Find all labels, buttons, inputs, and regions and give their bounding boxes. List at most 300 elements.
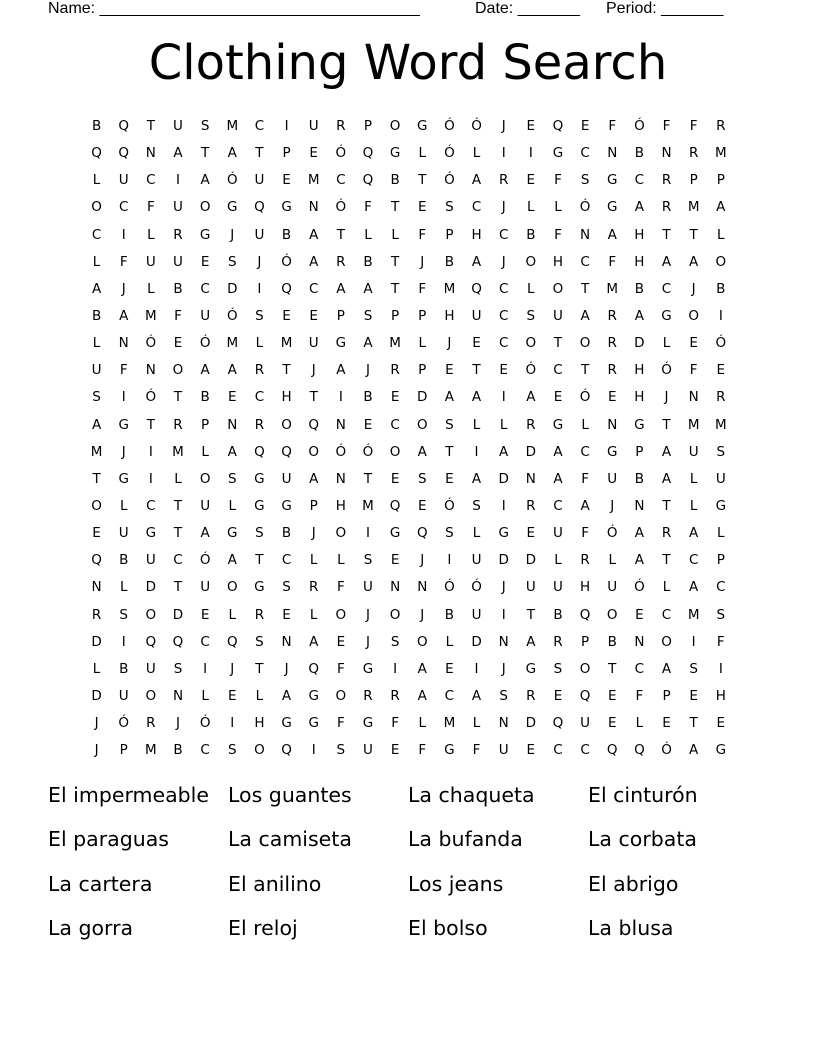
grid-letter: S bbox=[255, 525, 264, 542]
grid-letter: Q bbox=[362, 172, 374, 189]
grid-letter: H bbox=[634, 226, 645, 243]
word-list-item: El reloj bbox=[228, 915, 298, 940]
grid-letter: C bbox=[716, 579, 726, 596]
grid-letter: T bbox=[92, 470, 101, 487]
grid-letter: B bbox=[173, 742, 183, 759]
grid-letter: Q bbox=[634, 742, 645, 759]
grid-letter: M bbox=[145, 742, 157, 759]
grid-letter: E bbox=[607, 687, 617, 704]
grid-letter: J bbox=[311, 525, 316, 542]
grid-letter: Q bbox=[389, 497, 401, 514]
grid-letter: N bbox=[118, 335, 129, 352]
grid-letter: R bbox=[336, 253, 346, 270]
grid-letter: J bbox=[176, 715, 180, 732]
grid-letter: O bbox=[661, 633, 672, 650]
grid-letter: L bbox=[309, 552, 318, 569]
grid-letter: H bbox=[335, 497, 346, 514]
grid-letter: E bbox=[92, 525, 101, 542]
grid-letter: F bbox=[119, 253, 128, 270]
grid-letter: A bbox=[336, 280, 346, 297]
grid-row bbox=[83, 737, 734, 764]
grid-letter: O bbox=[579, 335, 591, 352]
grid-letter: L bbox=[364, 226, 372, 243]
grid-letter: I bbox=[501, 606, 506, 623]
grid-letter: T bbox=[173, 389, 183, 406]
grid-letter: H bbox=[634, 362, 645, 379]
grid-letter: T bbox=[390, 199, 400, 216]
grid-letter: C bbox=[444, 687, 455, 704]
grid-letter: O bbox=[416, 633, 428, 650]
grid-letter: L bbox=[689, 470, 698, 487]
grid-letter: J bbox=[121, 443, 126, 460]
grid-letter: G bbox=[661, 307, 672, 324]
grid-row bbox=[83, 629, 734, 656]
grid-letter: D bbox=[634, 335, 645, 352]
grid-letter: D bbox=[172, 606, 184, 623]
grid-letter: M bbox=[307, 172, 320, 189]
grid-letter: Ó bbox=[335, 443, 347, 460]
grid-letter: J bbox=[365, 606, 370, 623]
grid-letter: J bbox=[501, 579, 506, 596]
grid-letter: P bbox=[581, 633, 590, 650]
grid-letter: C bbox=[254, 389, 265, 406]
grid-letter: T bbox=[418, 172, 427, 189]
grid-letter: A bbox=[471, 172, 482, 189]
grid-letter: L bbox=[581, 416, 589, 433]
grid-letter: R bbox=[688, 145, 699, 162]
grid-letter: P bbox=[391, 307, 400, 324]
grid-letter: U bbox=[173, 118, 183, 134]
grid-letter: I bbox=[284, 118, 289, 134]
grid-letter: Q bbox=[579, 606, 591, 623]
grid-letter: G bbox=[634, 416, 645, 433]
grid-letter: S bbox=[445, 199, 454, 216]
grid-letter: R bbox=[607, 362, 617, 379]
grid-letter: S bbox=[92, 389, 101, 406]
grid-letter: R bbox=[254, 606, 265, 623]
grid-letter: C bbox=[580, 742, 590, 759]
grid-letter: J bbox=[257, 253, 262, 270]
grid-letter: T bbox=[580, 280, 590, 297]
grid-letter: L bbox=[255, 335, 264, 352]
grid-letter: R bbox=[173, 416, 183, 433]
grid-letter: A bbox=[200, 362, 210, 379]
grid-letter: G bbox=[118, 470, 129, 487]
grid-letter: M bbox=[145, 307, 157, 324]
grid-letter: Q bbox=[172, 633, 184, 650]
grid-letter: N bbox=[91, 579, 102, 596]
grid-letter: I bbox=[121, 633, 126, 650]
grid-letter: U bbox=[498, 742, 509, 759]
grid-letter: R bbox=[91, 606, 102, 623]
grid-letter: J bbox=[230, 226, 235, 243]
grid-letter: O bbox=[335, 525, 347, 542]
grid-letter: S bbox=[227, 253, 237, 270]
grid-letter: J bbox=[501, 118, 506, 134]
grid-letter: C bbox=[688, 552, 699, 569]
grid-letter: Ó bbox=[145, 335, 157, 352]
grid-letter: C bbox=[661, 606, 672, 623]
grid-letter: F bbox=[554, 226, 562, 243]
grid-letter: U bbox=[145, 552, 156, 569]
grid-letter: O bbox=[254, 742, 265, 759]
grid-letter: T bbox=[580, 362, 590, 379]
grid-letter: G bbox=[227, 199, 238, 216]
grid-letter: H bbox=[634, 389, 645, 406]
grid-letter: U bbox=[363, 579, 373, 596]
grid-letter: L bbox=[201, 443, 209, 460]
grid-letter: A bbox=[471, 687, 482, 704]
grid-letter: Ó bbox=[335, 199, 347, 216]
grid-letter: T bbox=[526, 606, 535, 623]
grid-letter: O bbox=[226, 579, 238, 596]
grid-letter: Ó bbox=[199, 335, 211, 352]
grid-letter: Ó bbox=[444, 118, 455, 134]
grid-letter: E bbox=[282, 307, 291, 324]
name-field-label: Name: ____________________________________ bbox=[48, 0, 420, 17]
grid-letter: N bbox=[634, 497, 645, 514]
grid-letter: D bbox=[525, 443, 537, 460]
grid-letter: N bbox=[607, 145, 618, 162]
grid-letter: O bbox=[281, 416, 292, 433]
grid-letter: E bbox=[445, 362, 454, 379]
grid-letter: A bbox=[553, 470, 563, 487]
grid-letter: I bbox=[501, 497, 506, 514]
grid-letter: E bbox=[282, 172, 291, 189]
grid-letter: L bbox=[527, 199, 535, 216]
grid-letter: T bbox=[146, 118, 155, 134]
grid-letter: Ó bbox=[661, 362, 672, 379]
grid-letter: N bbox=[607, 416, 618, 433]
grid-letter: A bbox=[661, 470, 672, 487]
grid-letter: S bbox=[173, 660, 183, 677]
grid-letter: Ó bbox=[444, 579, 455, 596]
grid-letter: B bbox=[281, 525, 292, 542]
grid-letter: S bbox=[417, 470, 427, 487]
grid-letter: U bbox=[471, 606, 482, 623]
grid-letter: Q bbox=[579, 687, 591, 704]
grid-letter: Q bbox=[308, 416, 320, 433]
grid-letter: C bbox=[471, 199, 482, 216]
grid-letter: A bbox=[689, 742, 699, 759]
grid-letter: A bbox=[200, 525, 210, 542]
grid-letter: N bbox=[308, 199, 319, 216]
word-list-item: La camiseta bbox=[228, 827, 352, 852]
grid-letter: O bbox=[389, 606, 401, 623]
grid-letter: M bbox=[280, 335, 293, 352]
grid-letter: Ó bbox=[335, 145, 347, 162]
grid-letter: T bbox=[608, 660, 617, 677]
grid-letter: R bbox=[526, 416, 536, 433]
word-list-item: El anilino bbox=[228, 871, 322, 896]
word-list-item: La cartera bbox=[48, 871, 153, 896]
grid-letter: P bbox=[282, 145, 291, 162]
grid-letter: T bbox=[255, 552, 264, 569]
grid-letter: L bbox=[662, 335, 671, 352]
grid-letter: U bbox=[607, 470, 618, 487]
grid-letter: A bbox=[471, 470, 482, 487]
grid-letter: F bbox=[146, 199, 155, 216]
grid-letter: N bbox=[172, 687, 184, 704]
grid-letter: O bbox=[145, 687, 157, 704]
grid-letter: A bbox=[309, 633, 319, 650]
grid-letter: O bbox=[172, 362, 184, 379]
grid-letter: U bbox=[118, 687, 129, 704]
grid-letter: T bbox=[445, 443, 454, 460]
grid-letter: F bbox=[554, 172, 562, 189]
grid-letter: R bbox=[363, 687, 373, 704]
word-list-item: El cinturón bbox=[588, 783, 698, 807]
grid-letter: C bbox=[308, 280, 319, 297]
grid-letter: A bbox=[417, 443, 427, 460]
grid-letter: B bbox=[444, 253, 455, 270]
grid-letter: B bbox=[119, 660, 129, 677]
grid-row bbox=[83, 520, 734, 547]
grid-letter: E bbox=[445, 470, 454, 487]
grid-letter: G bbox=[281, 199, 292, 216]
grid-letter: E bbox=[526, 118, 536, 134]
grid-letter: G bbox=[145, 525, 157, 542]
grid-letter: Ó bbox=[471, 118, 482, 134]
grid-letter: A bbox=[689, 525, 699, 542]
grid-letter: E bbox=[716, 362, 726, 379]
grid-letter: U bbox=[118, 172, 129, 189]
grid-letter: C bbox=[498, 335, 509, 352]
grid-letter: Ó bbox=[362, 443, 374, 460]
grid-letter: I bbox=[474, 660, 479, 677]
grid-letter: B bbox=[607, 633, 617, 650]
grid-letter: O bbox=[91, 199, 102, 216]
grid-letter: C bbox=[173, 552, 183, 569]
grid-letter: A bbox=[634, 525, 644, 542]
grid-letter: G bbox=[308, 687, 319, 704]
grid-row bbox=[83, 602, 734, 629]
grid-letter: L bbox=[662, 579, 671, 596]
grid-letter: P bbox=[716, 172, 725, 189]
grid-letter: S bbox=[445, 416, 454, 433]
grid-letter: Q bbox=[281, 443, 292, 460]
grid-letter: J bbox=[94, 742, 99, 759]
grid-letter: S bbox=[282, 579, 291, 596]
grid-letter: F bbox=[689, 362, 698, 379]
grid-letter: I bbox=[393, 660, 398, 677]
grid-letter: C bbox=[281, 552, 292, 569]
grid-letter: G bbox=[715, 742, 727, 759]
grid-letter: E bbox=[282, 606, 291, 623]
grid-letter: I bbox=[447, 552, 452, 569]
grid-letter: M bbox=[362, 497, 374, 514]
grid-letter: Ó bbox=[118, 715, 130, 732]
grid-letter: Q bbox=[254, 199, 265, 216]
grid-row bbox=[83, 439, 734, 466]
grid-row bbox=[83, 412, 734, 439]
grid-letter: E bbox=[309, 307, 318, 324]
grid-letter: S bbox=[553, 660, 563, 677]
grid-letter: E bbox=[390, 742, 400, 759]
grid-letter: S bbox=[499, 687, 508, 704]
grid-letter: U bbox=[553, 307, 563, 324]
grid-letter: O bbox=[145, 606, 157, 623]
grid-letter: A bbox=[227, 362, 237, 379]
grid-letter: M bbox=[226, 118, 239, 134]
grid-letter: O bbox=[199, 470, 211, 487]
grid-letter: U bbox=[145, 660, 156, 677]
grid-letter: O bbox=[416, 416, 428, 433]
grid-letter: I bbox=[501, 145, 506, 162]
grid-letter: M bbox=[687, 416, 700, 433]
grid-letter: Ó bbox=[634, 579, 645, 596]
grid-letter: T bbox=[255, 660, 264, 677]
grid-letter: L bbox=[174, 470, 182, 487]
grid-letter: Q bbox=[226, 633, 238, 650]
grid-letter: P bbox=[309, 497, 318, 514]
word-list-item: El paraguas bbox=[48, 827, 169, 852]
grid-letter: N bbox=[688, 389, 699, 406]
grid-letter: D bbox=[91, 687, 102, 704]
grid-letter: G bbox=[118, 416, 129, 433]
grid-letter: A bbox=[471, 389, 482, 406]
grid-letter: L bbox=[391, 226, 399, 243]
grid-letter: R bbox=[553, 633, 563, 650]
grid-letter: Ó bbox=[199, 715, 211, 732]
grid-letter: F bbox=[716, 633, 725, 650]
grid-letter: U bbox=[254, 226, 265, 243]
grid-letter: G bbox=[525, 660, 537, 677]
grid-letter: C bbox=[634, 172, 645, 189]
grid-letter: L bbox=[228, 606, 237, 623]
word-list-item: Los jeans bbox=[408, 871, 504, 896]
grid-letter: E bbox=[689, 335, 698, 352]
grid-letter: E bbox=[200, 606, 210, 623]
grid-letter: E bbox=[390, 470, 400, 487]
date-field-label: Date: _______ bbox=[475, 0, 580, 17]
grid-letter: L bbox=[92, 335, 101, 352]
grid-letter: C bbox=[498, 307, 509, 324]
word-list-item: El impermeable bbox=[48, 783, 209, 807]
grid-letter: D bbox=[471, 633, 482, 650]
grid-letter: L bbox=[717, 226, 725, 243]
grid-letter: M bbox=[606, 280, 619, 297]
word-list-item: El abrigo bbox=[588, 871, 679, 896]
period-field-label: Period: _______ bbox=[606, 0, 724, 17]
grid-letter: L bbox=[445, 633, 454, 650]
grid-letter: D bbox=[145, 579, 157, 596]
grid-letter: O bbox=[525, 335, 537, 352]
grid-letter: T bbox=[662, 226, 671, 243]
grid-letter: E bbox=[173, 335, 183, 352]
grid-letter: L bbox=[92, 253, 101, 270]
grid-letter: P bbox=[201, 416, 210, 433]
grid-row bbox=[83, 574, 734, 601]
grid-letter: I bbox=[311, 742, 316, 759]
grid-letter: G bbox=[254, 470, 265, 487]
grid-letter: N bbox=[417, 579, 428, 596]
grid-letter: I bbox=[121, 226, 126, 243]
grid-letter: F bbox=[608, 118, 617, 134]
grid-letter: Ó bbox=[199, 552, 211, 569]
grid-letter: E bbox=[309, 145, 318, 162]
grid-letter: G bbox=[281, 497, 292, 514]
grid-letter: I bbox=[148, 470, 153, 487]
grid-letter: T bbox=[173, 579, 183, 596]
grid-letter: P bbox=[418, 307, 427, 324]
grid-letter: L bbox=[147, 226, 155, 243]
grid-letter: P bbox=[716, 552, 725, 569]
grid-letter: M bbox=[172, 443, 184, 460]
grid-letter: E bbox=[607, 715, 617, 732]
grid-letter: F bbox=[418, 226, 427, 243]
word-list-item: Los guantes bbox=[228, 783, 352, 807]
grid-letter: Ó bbox=[715, 335, 727, 352]
grid-letter: R bbox=[309, 579, 319, 596]
grid-letter: A bbox=[634, 307, 644, 324]
grid-letter: Ó bbox=[525, 362, 537, 379]
grid-letter: J bbox=[420, 552, 425, 569]
grid-letter: H bbox=[634, 253, 645, 270]
grid-letter: B bbox=[91, 307, 102, 324]
grid-letter: T bbox=[662, 416, 671, 433]
grid-letter: P bbox=[418, 362, 427, 379]
grid-letter: A bbox=[309, 226, 319, 243]
grid-letter: L bbox=[472, 525, 481, 542]
grid-letter: B bbox=[390, 172, 400, 189]
grid-letter: E bbox=[363, 416, 373, 433]
grid-letter: A bbox=[580, 307, 590, 324]
grid-letter: T bbox=[201, 145, 210, 162]
grid-letter: F bbox=[391, 715, 399, 732]
grid-letter: F bbox=[119, 362, 128, 379]
grid-row bbox=[83, 303, 734, 330]
grid-letter: P bbox=[689, 172, 698, 189]
grid-letter: P bbox=[635, 443, 644, 460]
grid-letter: G bbox=[308, 715, 319, 732]
grid-letter: U bbox=[607, 579, 618, 596]
grid-letter: A bbox=[661, 253, 672, 270]
grid-letter: Q bbox=[416, 525, 428, 542]
grid-letter: L bbox=[554, 552, 562, 569]
grid-letter: A bbox=[526, 633, 536, 650]
grid-letter: N bbox=[335, 470, 346, 487]
grid-letter: U bbox=[553, 525, 563, 542]
grid-letter: U bbox=[281, 470, 292, 487]
grid-letter: E bbox=[228, 389, 237, 406]
grid-letter: E bbox=[526, 742, 536, 759]
grid-letter: A bbox=[661, 443, 672, 460]
grid-letter: H bbox=[281, 389, 292, 406]
grid-letter: E bbox=[390, 552, 400, 569]
grid-letter: B bbox=[200, 389, 210, 406]
grid-letter: Q bbox=[308, 660, 320, 677]
grid-letter: R bbox=[661, 525, 672, 542]
grid-letter: I bbox=[718, 307, 723, 324]
grid-letter: T bbox=[309, 389, 318, 406]
grid-letter: L bbox=[418, 715, 427, 732]
grid-letter: E bbox=[553, 389, 563, 406]
grid-letter: U bbox=[553, 579, 563, 596]
grid-letter: C bbox=[580, 443, 590, 460]
grid-letter: F bbox=[635, 687, 644, 704]
grid-row bbox=[83, 656, 734, 683]
grid-letter: F bbox=[418, 280, 427, 297]
grid-letter: C bbox=[661, 280, 672, 297]
grid-letter: S bbox=[689, 660, 698, 677]
grid-letter: Q bbox=[281, 280, 292, 297]
grid-letter: J bbox=[284, 660, 289, 677]
grid-letter: A bbox=[661, 660, 672, 677]
grid-letter: A bbox=[227, 145, 237, 162]
grid-letter: C bbox=[200, 742, 210, 759]
grid-letter: B bbox=[526, 226, 536, 243]
